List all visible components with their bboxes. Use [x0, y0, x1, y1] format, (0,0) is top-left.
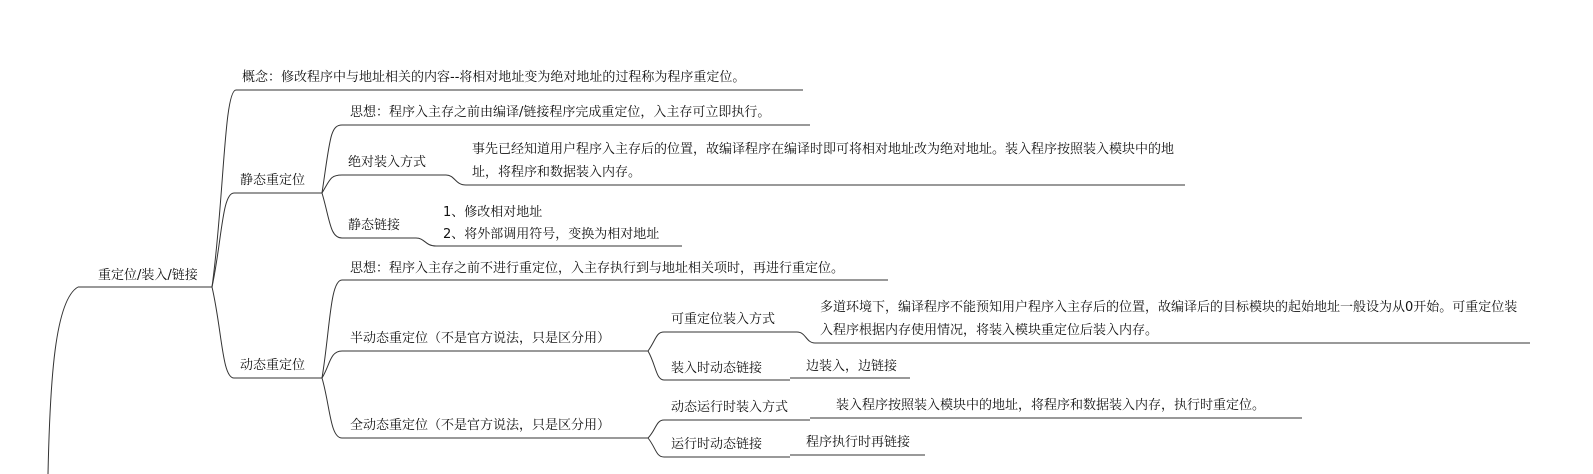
edge-full-runtime-loading — [648, 420, 664, 438]
relocatable-loading-desc[interactable]: 多道环境下，编译程序不能预知用户程序入主存后的位置，故编译后的目标模块的起始地址一般设为从0开始。可重定位装入程序根据内存使用情况，将装入模块重定位后装入内存。 — [820, 300, 1518, 338]
edge-dynamic-idea — [322, 280, 342, 378]
absolute-loading-desc[interactable]: 事先已经知道用户程序入主存后的位置，故编译程序在编译时即可将相对地址改为绝对地址。装入程序按照装入模块中的地址，将程序和数据装入内存。 — [472, 142, 1175, 180]
edge-static-absolute — [322, 175, 342, 193]
edge-static-linking — [322, 193, 342, 238]
runtime-linking-desc[interactable]: 程序执行时再链接 — [806, 435, 911, 450]
linking-step-1[interactable]: 1、修改相对地址 — [443, 205, 543, 220]
runtime-linking-node[interactable]: 运行时动态链接 — [671, 437, 763, 452]
static-reloc-node[interactable]: 静态重定位 — [240, 173, 306, 188]
absolute-loading-node[interactable]: 绝对装入方式 — [348, 155, 427, 170]
static-linking-node[interactable]: 静态链接 — [348, 218, 401, 233]
static-idea-node[interactable]: 思想：程序入主存之前由编译/链接程序完成重定位，入主存可立即执行。 — [350, 105, 771, 120]
edge-root-trunk — [48, 287, 78, 474]
concept-node[interactable]: 概念：修改程序中与地址相关的内容--将相对地址变为绝对地址的过程称为程序重定位。 — [242, 70, 746, 85]
edge-root-dynamic — [212, 287, 234, 378]
root-node[interactable]: 重定位/装入/链接 — [98, 268, 198, 283]
runtime-loading-desc[interactable]: 装入程序按照装入模块中的地址，将程序和数据装入内存，执行时重定位。 — [836, 398, 1266, 413]
edge-relocatable-desc — [797, 332, 815, 343]
load-time-linking-desc[interactable]: 边装入，边链接 — [806, 359, 898, 374]
edge-dynamic-full — [322, 378, 342, 438]
edge-absolute-desc — [446, 175, 466, 185]
dynamic-idea-node[interactable]: 思想：程序入主存之前不进行重定位，入主存执行到与地址相关项时，再进行重定位。 — [350, 261, 845, 276]
full-dynamic-node[interactable]: 全动态重定位（不是官方说法，只是区分用） — [350, 418, 611, 433]
edge-root-concept — [212, 90, 236, 287]
edge-semi-relocatable — [648, 332, 664, 351]
runtime-loading-node[interactable]: 动态运行时装入方式 — [671, 400, 789, 415]
edge-linking-steps — [416, 238, 436, 246]
edge-root-static — [212, 193, 234, 287]
edge-full-runtime-linking — [648, 438, 664, 457]
edge-static-idea — [322, 125, 342, 193]
edge-semi-loadtime — [648, 351, 664, 380]
linking-step-2[interactable]: 2、将外部调用符号，变换为相对地址 — [443, 227, 660, 242]
semi-dynamic-node[interactable]: 半动态重定位（不是官方说法，只是区分用） — [350, 331, 611, 346]
dynamic-reloc-node[interactable]: 动态重定位 — [240, 358, 306, 373]
load-time-linking-node[interactable]: 装入时动态链接 — [671, 361, 763, 376]
relocatable-loading-node[interactable]: 可重定位装入方式 — [671, 312, 776, 327]
